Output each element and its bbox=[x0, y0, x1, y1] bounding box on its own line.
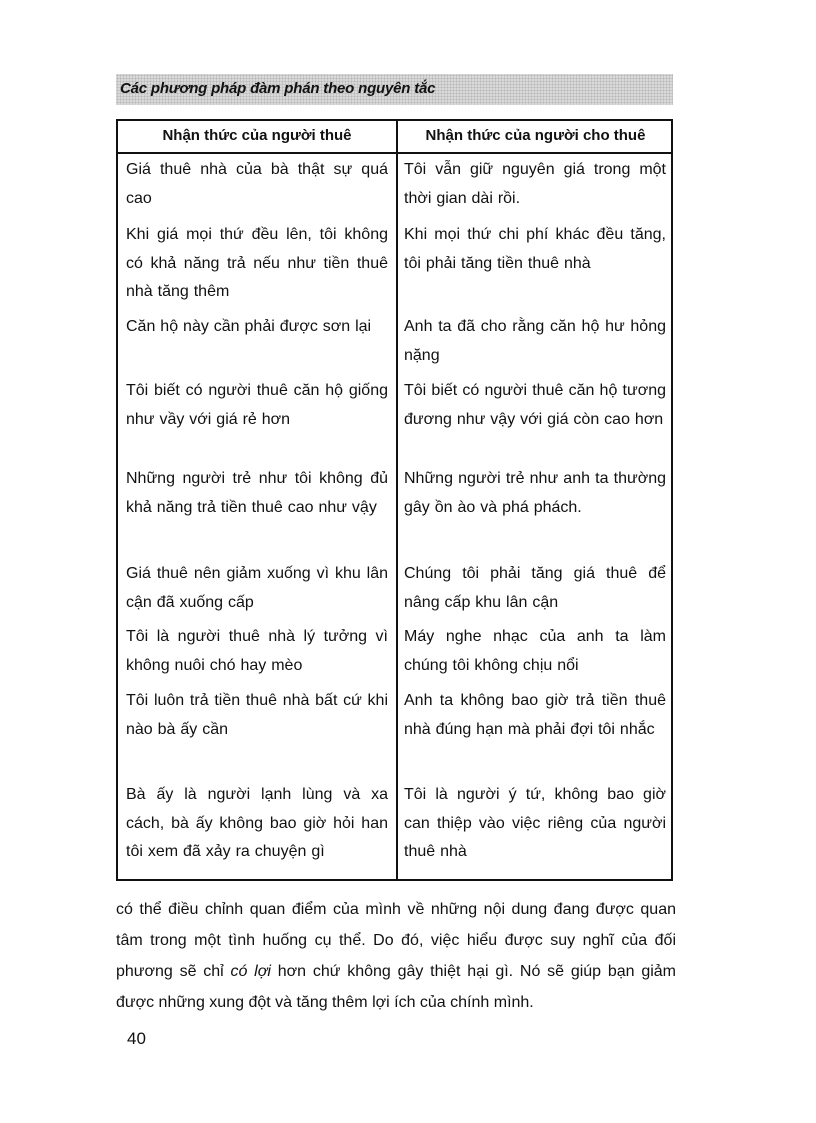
paragraph-text: có thể điều chỉnh quan điểm của mình về những nội dung đang được quan tâm trong một tình huống cụ thể. Do đó, việc hiểu được suy nghĩ của đối phương sẽ chỉ bbox=[116, 901, 676, 980]
section-title: Các phương pháp đàm phán theo nguyên tắc bbox=[120, 80, 436, 97]
tenant-cell: Bà ấy là người lạnh lùng và xa cách, bà ấy không bao giờ hỏi han tôi xem đã xảy ra chuyện gì bbox=[126, 786, 388, 860]
landlord-cell: Máy nghe nhạc của anh ta làm chúng tôi không chịu nổi bbox=[404, 628, 666, 674]
tenant-cell: Tôi luôn trả tiền thuê nhà bất cứ khi nào bà ấy cần bbox=[126, 692, 388, 738]
landlord-cell: Những người trẻ như anh ta thường gây ồn ào và phá phách. bbox=[404, 470, 666, 516]
tenant-cell: Tôi là người thuê nhà lý tưởng vì không nuôi chó hay mèo bbox=[126, 628, 388, 674]
paragraph-emphasis: có lợi bbox=[230, 963, 271, 980]
tenant-cell: Căn hộ này cần phải được sơn lại bbox=[126, 318, 372, 335]
header-tenant: Nhận thức của người thuê bbox=[162, 127, 352, 144]
header-landlord: Nhận thức của người cho thuê bbox=[425, 127, 646, 144]
landlord-cell: Khi mọi thứ chi phí khác đều tăng, tôi phải tăng tiền thuê nhà bbox=[404, 226, 666, 272]
tenant-cell: Khi giá mọi thứ đều lên, tôi không có khả năng trả nếu như tiền thuê nhà tăng thêm bbox=[126, 226, 388, 300]
section-header-band bbox=[116, 74, 673, 105]
column-divider bbox=[396, 121, 398, 879]
landlord-cell: Tôi là người ý tứ, không bao giờ can thiệp vào việc riêng của người thuê nhà bbox=[404, 786, 666, 860]
tenant-cell: Giá thuê nên giảm xuống vì khu lân cận đã xuống cấp bbox=[126, 565, 388, 611]
landlord-cell: Tôi biết có người thuê căn hộ tương đương như vậy với giá còn cao hơn bbox=[404, 382, 666, 428]
landlord-cell: Tôi vẫn giữ nguyên giá trong một thời gian dài rồi. bbox=[404, 161, 666, 207]
paragraph-text: hơn chứ không gây thiệt hại gì. Nó sẽ giúp bạn giảm được những xung đột và tăng thêm lợi ích của chính mình. bbox=[116, 963, 677, 1011]
landlord-cell: Anh ta đã cho rằng căn hộ hư hỏng nặng bbox=[404, 318, 666, 364]
tenant-cell: Những người trẻ như tôi không đủ khả năng trả tiền thuê cao như vậy bbox=[126, 470, 388, 516]
comparison-table bbox=[116, 119, 673, 881]
header-rule bbox=[118, 152, 671, 154]
landlord-cell: Anh ta không bao giờ trả tiền thuê nhà đúng hạn mà phải đợi tôi nhắc bbox=[404, 692, 666, 738]
landlord-cell: Chúng tôi phải tăng giá thuê để nâng cấp khu lân cận bbox=[404, 565, 666, 611]
page-number: 40 bbox=[127, 1029, 146, 1048]
tenant-cell: Tôi biết có người thuê căn hộ giống như vầy với giá rẻ hơn bbox=[126, 382, 388, 428]
body-paragraph bbox=[116, 894, 676, 1018]
tenant-cell: Giá thuê nhà của bà thật sự quá cao bbox=[126, 161, 388, 207]
